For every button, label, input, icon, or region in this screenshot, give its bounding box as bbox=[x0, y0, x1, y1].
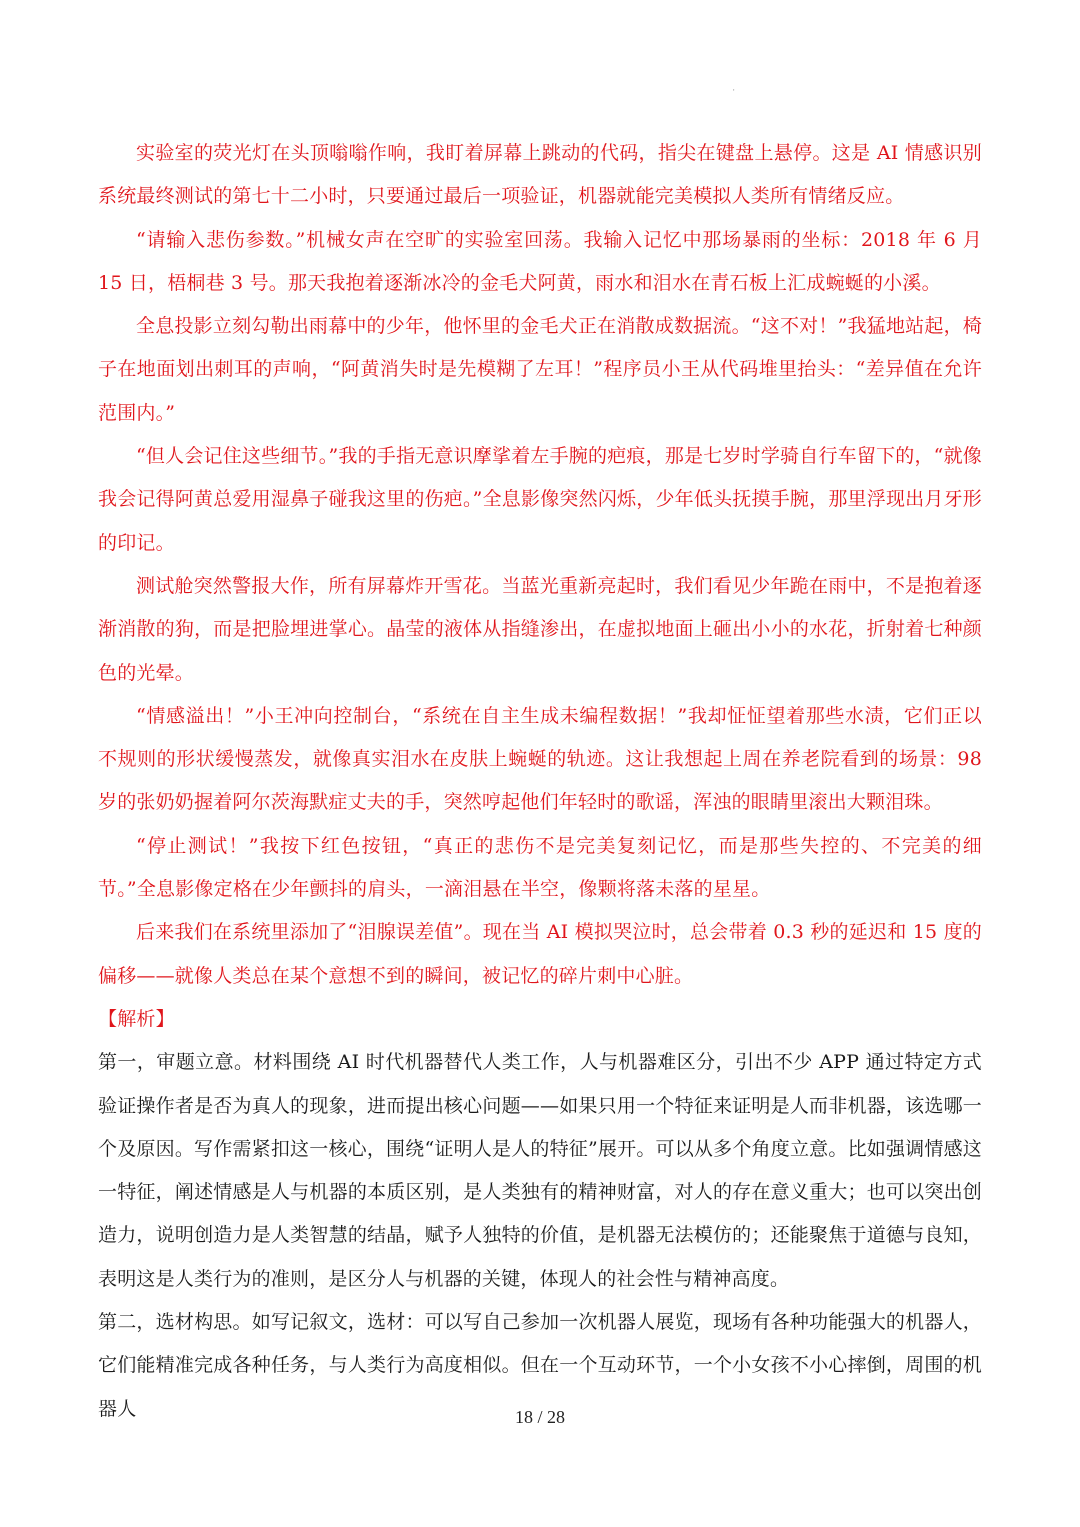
header-mark: ' bbox=[733, 88, 735, 97]
page-number: 18 / 28 bbox=[514, 1407, 565, 1427]
story-paragraph-8: 后来我们在系统里添加了“泪腺误差值”。现在当 AI 模拟哭泣时，总会带着 0.3 秒的延迟和 15 度的偏移——就像人类总在某个意想不到的瞬间，被记忆的碎片刺中心脏。 bbox=[98, 921, 982, 987]
story-paragraph-3: 全息投影立刻勾勒出雨幕中的少年，他怀里的金毛犬正在消散成数据流。“这不对！”我猛地站起，椅子在地面划出刺耳的声响，“阿黄消失时是先模糊了左耳！”程序员小王从代码堆里抬头：“差异值在允许范围内。” bbox=[98, 315, 982, 424]
analysis-heading: 【解析】 bbox=[98, 1007, 175, 1030]
story-paragraph-7: “停止测试！”我按下红色按钮，“真正的悲伤不是完美复刻记忆，而是那些失控的、不完美的细节。”全息影像定格在少年颤抖的肩头，一滴泪悬在半空，像颗将落未落的星星。 bbox=[98, 834, 982, 901]
story-paragraph-6: “情感溢出！”小王冲向控制台，“系统在自主生成未编程数据！”我却怔怔望着那些水渍，它们正以不规则的形状缓慢蒸发，就像真实泪水在皮肤上蜿蜒的轨迹。这让我想起上周在养老院看到的场景：98 岁的张奶奶握着阿尔茨海默症丈夫的手，突然哼起他们年轻时的歌谣，浑浊的眼睛里滚出大颗泪珠。 bbox=[98, 704, 982, 814]
analysis-paragraph-1: 第一，审题立意。材料围绕 AI 时代机器替代人类工作，人与机器难区分，引出不少 APP 通过特定方式验证操作者是否为真人的现象，进而提出核心问题——如果只用一个特征来证明是人而非机器，该选哪一个及原因。写作需紧扣这一核心，围绕“证明人是人的特征”展开。可以从多个角度立意。比如强调情感这一特征，阐述情感是人与机器的本质区别，是人类独有的精神财富，对人的存在意义重大；也可以突出创造力，说明创造力是人类智慧的结晶，赋予人独特的价值，是机器无法模仿的；还能聚焦于道德与良知，表明这是人类行为的准则，是区分人与机器的关键，体现人的社会性与精神高度。 bbox=[98, 1051, 982, 1290]
analysis-paragraph-2: 第二，选材构思。如写记叙文，选材：可以写自己参加一次机器人展览，现场有各种功能强大的机器人，它们能精准完成各种任务，与人类行为高度相似。但在一个互动环节，一个小女孩不小心摔倒，周围的机器人 bbox=[98, 1311, 982, 1420]
story-paragraph-1: 实验室的荧光灯在头顶嗡嗡作响，我盯着屏幕上跳动的代码，指尖在键盘上悬停。这是 AI 情感识别系统最终测试的第七十二小时，只要通过最后一项验证，机器就能完美模拟人类所有情绪反应。 bbox=[98, 142, 982, 208]
page-content bbox=[98, 132, 982, 1431]
story-paragraph-2: “请输入悲伤参数。”机械女声在空旷的实验室回荡。我输入记忆中那场暴雨的坐标：2018 年 6 月 15 日，梧桐巷 3 号。那天我抱着逐渐冰冷的金毛犬阿黄，雨水和泪水在青石板上汇成蜿蜒的小溪。 bbox=[98, 228, 982, 294]
story-paragraph-4: “但人会记住这些细节。”我的手指无意识摩挲着左手腕的疤痕，那是七岁时学骑自行车留下的，“就像我会记得阿黄总爱用湿鼻子碰我这里的伤疤。”全息影像突然闪烁，少年低头抚摸手腕，那里浮现出月牙形的印记。 bbox=[98, 445, 982, 554]
story-paragraph-5: 测试舱突然警报大作，所有屏幕炸开雪花。当蓝光重新亮起时，我们看见少年跪在雨中，不是抱着逐渐消散的狗，而是把脸埋进掌心。晶莹的液体从指缝渗出，在虚拟地面上砸出小小的水花，折射着七种颜色的光晕。 bbox=[98, 574, 982, 684]
